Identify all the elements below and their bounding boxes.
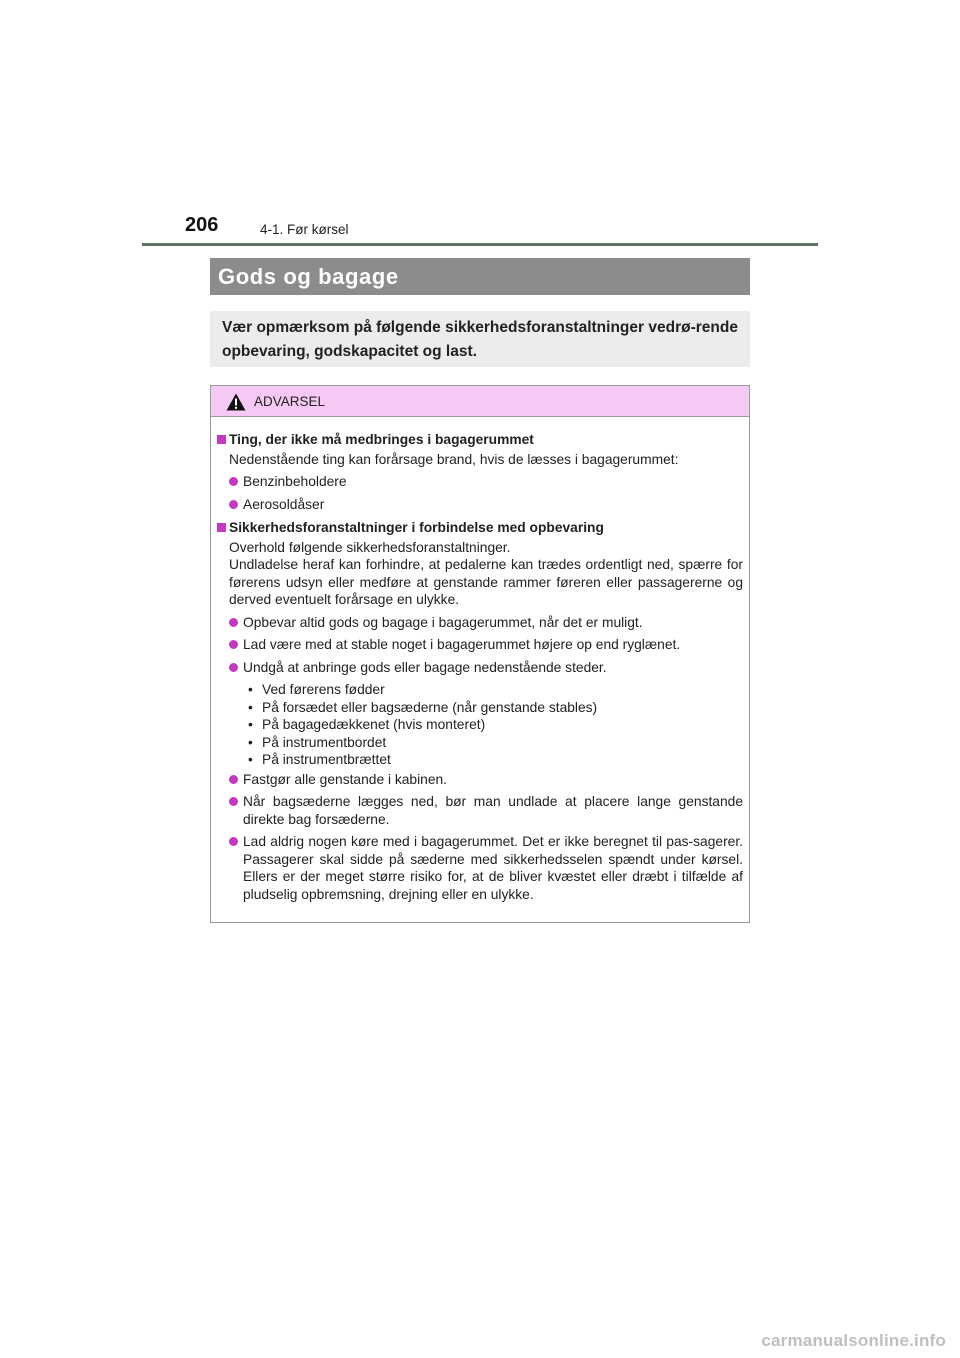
intro-box: Vær opmærksom på følgende sikkerhedsforanstaltninger vedrø-rende opbevaring, godskapacitet og last. [210,311,750,367]
list-item: Når bagsæderne lægges ned, bør man undlade at placere lange genstande direkte bag forsæderne. [217,793,743,828]
sub-list-item: • På bagagedækkenet (hvis monteret) [248,716,743,734]
warning-box [210,385,750,923]
sub-list-item: • På instrumentbrættet [248,751,743,769]
watermark: carmanualsonline.info [761,1331,946,1350]
list-item: Benzinbeholdere [217,473,743,491]
sub-list-item: • Ved førerens fødder [248,681,743,699]
warning-header [211,386,749,417]
title-bar [210,258,750,295]
list-item: Opbevar altid gods og bagage i bagagerummet, når det er muligt. [217,614,743,632]
header-rule [142,243,818,246]
warning-heading: Ting, der ikke må medbringes i bagagerummet [217,431,743,449]
warning-text: Undladelse heraf kan forhindre, at pedalerne kan trædes ordentligt ned, spærre for førerens udsyn eller medføre at genstande rammer føreren eller passagererne og derved eventuelt forårsage en ulykke. [229,557,743,607]
sub-list-item: • På forsædet eller bagsæderne (når genstande stables) [248,699,743,717]
warning-heading: Sikkerhedsforanstaltninger i forbindelse med opbevaring [217,519,743,537]
warning-body [211,417,749,903]
list-item: Lad være med at stable noget i bagagerummet højere op end ryglænet. [217,636,743,654]
list-item: Lad aldrig nogen køre med i bagagerummet. Det er ikke beregnet til pas-sagerer. Passagerer skal sidde på sæderne med sikkerhedsselen spændt under kørsel. Ellers er der meget større risiko for, at de bliver kvæstet eller dræbt i tilfælde af pludselig opbremsning, drejning eller en ulykke. [217,833,743,903]
section-label: 4-1. Før kørsel [260,222,349,237]
page-number: 206 [185,214,219,236]
list-item: Fastgør alle genstande i kabinen. [217,771,743,789]
list-item: Aerosoldåser [217,496,743,514]
warning-triangle-icon [226,393,246,411]
warning-label: ADVARSEL [254,394,326,409]
page-title: Gods og bagage [218,264,399,289]
list-item: Undgå at anbringe gods eller bagage nedenstående steder. [217,659,743,677]
sub-list-item: • På instrumentbordet [248,734,743,752]
sub-list [217,681,743,769]
warning-text: Overhold følgende sikkerhedsforanstaltninger. [229,539,511,555]
warning-text: Nedenstående ting kan forårsage brand, hvis de læsses i bagagerummet: [229,451,679,467]
